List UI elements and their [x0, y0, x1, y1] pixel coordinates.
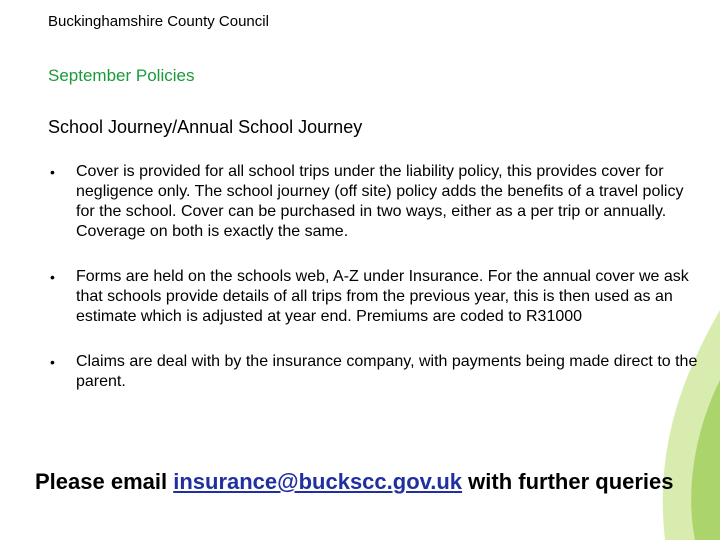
closing-note: [35, 468, 674, 496]
bullet-list: [48, 162, 698, 417]
list-item: [48, 352, 698, 392]
closing-prefix: Please email: [35, 469, 174, 494]
organisation-name: Buckinghamshire County Council: [48, 13, 269, 30]
bullet-icon: •: [50, 269, 55, 285]
bullet-text: Cover is provided for all school trips under the liability policy, this provides cover for negligence only. The school journey (off site) policy adds the benefits of a travel policy for the school. Cover can be purchased in two ways, either as a per trip or annually. Coverage on both is exactly the same.: [76, 163, 684, 240]
list-item: [48, 267, 698, 327]
list-item: [48, 162, 698, 242]
email-link[interactable]: insurance@buckscc.gov.uk: [173, 469, 463, 494]
bullet-text: Claims are deal with by the insurance company, with payments being made direct to the parent.: [76, 353, 698, 390]
bullet-icon: •: [50, 164, 55, 180]
page-subtitle: September Policies: [48, 66, 195, 85]
page-heading: School Journey/Annual School Journey: [48, 117, 363, 137]
closing-suffix: with further queries: [462, 469, 674, 494]
bullet-text: Forms are held on the schools web, A-Z under Insurance. For the annual cover we ask that schools provide details of all trips from the previous year, this is then used as an estimate which is adjusted at year end. Premiums are coded to R31000: [76, 268, 689, 325]
bullet-icon: •: [50, 354, 55, 370]
